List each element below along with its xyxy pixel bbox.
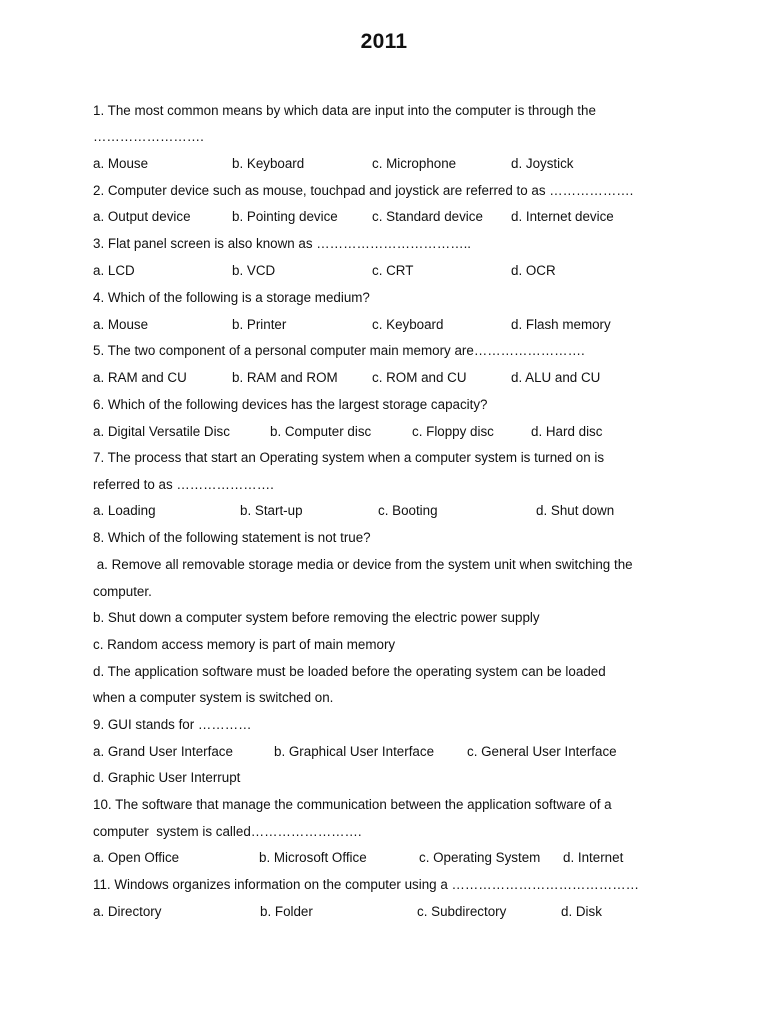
question-7-text: 7. The process that start an Operating system when a computer system is turned on is [93,450,605,465]
question-3-text: 3. Flat panel screen is also known as …………………………….. [93,236,472,251]
q2-option-d: d. Internet device [511,209,614,224]
q1-option-a: a. Mouse [93,156,149,171]
q8-option-a-cont: computer. [93,584,152,599]
q7-option-c: c. Booting [378,503,438,518]
q3-option-a: a. LCD [93,263,135,278]
q10-option-d: d. Internet [563,850,624,865]
question-6-text: 6. Which of the following devices has the largest storage capacity? [93,397,488,412]
q11-option-c: c. Subdirectory [417,904,507,919]
question-10-text-cont: computer system is called……………………. [93,824,362,839]
q3-option-b: b. VCD [232,263,276,278]
q1-option-c: c. Microphone [372,156,457,171]
q4-option-c: c. Keyboard [372,317,444,332]
q4-option-d: d. Flash memory [511,317,611,332]
q10-option-c: c. Operating System [419,850,541,865]
q4-option-b: b. Printer [232,317,287,332]
q5-option-b: b. RAM and ROM [232,370,338,385]
q10-option-a: a. Open Office [93,850,180,865]
q3-option-d: d. OCR [511,263,556,278]
q2-option-b: b. Pointing device [232,209,338,224]
q4-option-a: a. Mouse [93,317,149,332]
question-4-text: 4. Which of the following is a storage medium? [93,290,370,305]
q7-option-a: a. Loading [93,503,156,518]
question-11-text: 11. Windows organizes information on the computer using a …………………………………… [93,877,639,892]
question-10-text: 10. The software that manage the communication between the application software of a [93,797,612,812]
page-title: 2011 [360,30,408,53]
q11-option-d: d. Disk [561,904,602,919]
q10-option-b: b. Microsoft Office [259,850,367,865]
q5-option-c: c. ROM and CU [372,370,467,385]
q9-option-c: c. General User Interface [467,744,617,759]
q6-option-a: a. Digital Versatile Disc [93,424,230,439]
q1-option-b: b. Keyboard [232,156,305,171]
q2-option-c: c. Standard device [372,209,483,224]
question-8-text: 8. Which of the following statement is not true? [93,530,371,545]
q9-option-d: d. Graphic User Interrupt [93,770,241,785]
question-2-text: 2. Computer device such as mouse, touchpad and joystick are referred to as ………………. [93,183,634,198]
q8-option-c: c. Random access memory is part of main memory [93,637,396,652]
q1-option-d: d. Joystick [511,156,574,171]
q11-option-b: b. Folder [260,904,313,919]
q8-option-d: d. The application software must be loaded before the operating system can be loaded [93,664,606,679]
q5-option-d: d. ALU and CU [511,370,601,385]
question-7-text-cont: referred to as …………………. [93,477,274,492]
q2-option-a: a. Output device [93,209,191,224]
question-9-text: 9. GUI stands for ………… [93,717,252,732]
q8-option-d-cont: when a computer system is switched on. [93,690,334,705]
q6-option-c: c. Floppy disc [412,424,494,439]
q8-option-a: a. Remove all removable storage media or device from the system unit when switching the [93,557,633,572]
question-1-text: 1. The most common means by which data are input into the computer is through the [93,103,596,118]
question-1-text-cont: ……………………. [93,129,204,144]
q9-option-b: b. Graphical User Interface [274,744,435,759]
q5-option-a: a. RAM and CU [93,370,187,385]
q7-option-d: d. Shut down [536,503,615,518]
q6-option-b: b. Computer disc [270,424,372,439]
q6-option-d: d. Hard disc [531,424,603,439]
question-5-text: 5. The two component of a personal computer main memory are……………………. [93,343,585,358]
q8-option-b: b. Shut down a computer system before removing the electric power supply [93,610,540,625]
q11-option-a: a. Directory [93,904,162,919]
q9-option-a: a. Grand User Interface [93,744,233,759]
q3-option-c: c. CRT [372,263,414,278]
q7-option-b: b. Start-up [240,503,303,518]
